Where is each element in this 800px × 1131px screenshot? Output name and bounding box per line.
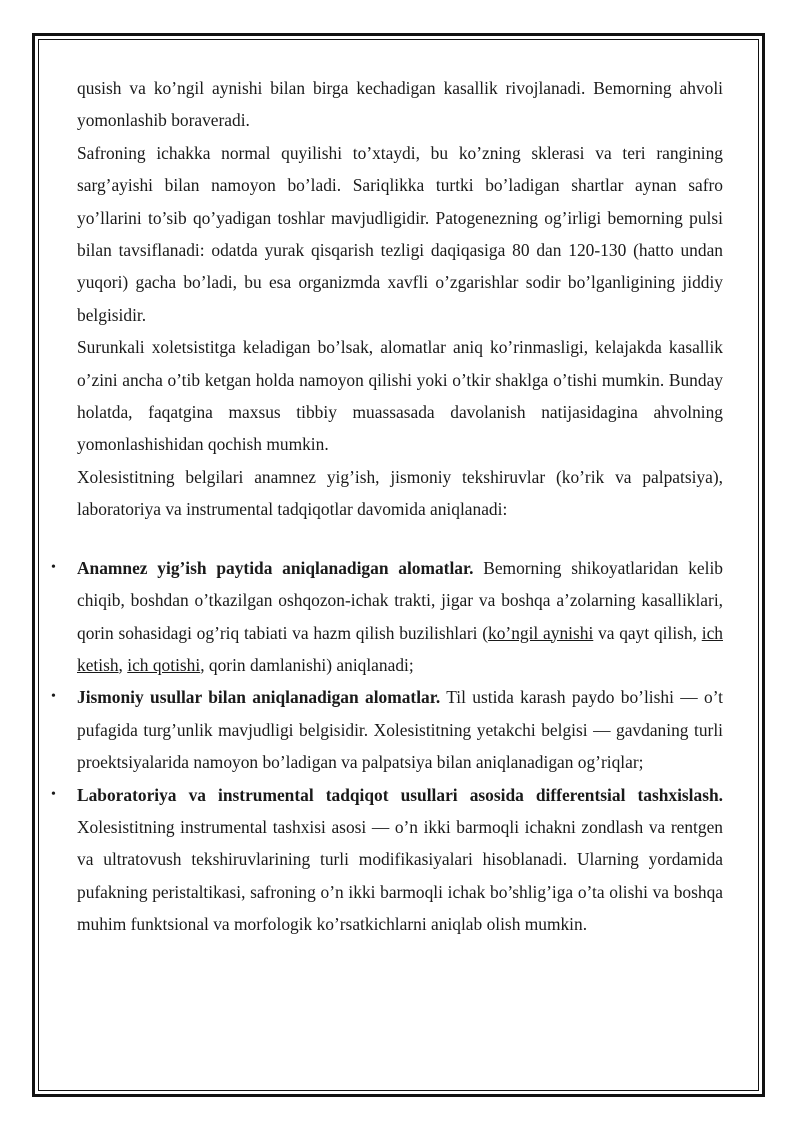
list-item-text: Xolesistitning instrumental tashxisi asosi — o’n ikki barmoqli ichakni zondlash va rentgen va ultratovush tekshiruvlarining turli modifikasiyalari hisoblanadi. Ularning yordamida pufakning peristaltikasi, safroning o’n ikki barmoqli ichak bo’shlig’iga o’ta olishi va boshqa muhim funktsional va morfologik ko’rsatkichlarni aniqlab olish mumkin. — [77, 816, 723, 935]
list-item-text: , — [118, 654, 128, 675]
spacer — [77, 526, 723, 552]
list-item-text: va qayt qilish, — [593, 622, 702, 643]
bullet-icon: • — [51, 559, 56, 575]
symptom-list — [51, 552, 723, 941]
bullet-icon: • — [51, 786, 56, 802]
link-diarrhea[interactable]: ich ketish — [77, 622, 723, 675]
list-item-text: Til ustida karash paydo bo’lishi — o’t pufagida turg’unlik mavjudligi belgisidir. Xolesistitning yetakchi belgisi — gavdaning turli proektsiyalarida namoyon bo’ladigan va palpatsiya bilan aniqlanadigan og’riqlar; — [77, 687, 723, 773]
list-item-anamnesis — [51, 552, 723, 682]
list-item-text: Bemorning shikoyatlaridan kelib chiqib, boshdan o’tkazilgan oshqozon-ichak trakti, jigar va boshqa a’zolarning kasalliklari, qorin sohasidagi og’riq tabiati va hazm qilish buzilishlari ( — [77, 557, 723, 643]
list-item-text: , qorin damlanishi) aniqlanadi; — [200, 654, 414, 675]
list-item-physical — [51, 681, 723, 778]
list-item-heading: Jismoniy usullar bilan aniqlanadigan alomatlar. — [77, 687, 441, 708]
document-body — [51, 72, 723, 941]
link-constipation[interactable]: ich qotishi — [127, 654, 201, 675]
paragraph-4: Xolesistitning belgilari anamnez yig’ish, jismoniy tekshiruvlar (ko’rik va palpatsiya), laboratoriya va instrumental tadqiqotlar davomida aniqlanadi: — [77, 466, 723, 520]
link-nausea[interactable]: ko’ngil aynishi — [488, 622, 594, 643]
paragraph-1: qusish va ko’ngil aynishi bilan birga kechadigan kasallik rivojlanadi. Bemorning ahvoli yomonlashib boraveradi. — [77, 78, 723, 131]
bullet-icon: • — [51, 689, 56, 705]
paragraph-3: Surunkali xoletsistitga keladigan bo’lsak, alomatlar aniq ko’rinmasligi, kelajakda kasallik o’zini ancha o’tib ketgan holda namoyon qilishi yoki o’tkir shaklga o’tishi mumkin. Bunday holatda, faqatgina maxsus tibbiy muassasada davolanish natijasidagina ahvolning yomonlashishidan qochish mumkin. — [77, 337, 723, 455]
list-item-heading: Laboratoriya va instrumental tadqiqot usullari asosida differentsial tashxislash. — [77, 784, 723, 805]
list-item-heading: Anamnez yig’ish paytida aniqlanadigan alomatlar. — [77, 557, 474, 578]
list-item-laboratory — [51, 779, 723, 941]
paragraph-2: Safroning ichakka normal quyilishi to’xtaydi, bu ko’zning sklerasi va teri rangining sarg’ayishi bilan namoyon bo’ladi. Sariqlikka turtki bo’ladigan shartlar aynan safro yo’llarini to’sib qo’yadigan toshlar mavjudligidir. Patogenezning og’irligi bemorning pulsi bilan tavsiflanadi: odatda yurak qisqarish tezligi daqiqasiga 80 dan 120-130 (hatto undan yuqori) gacha bo’ladi, bu esa organizmda xavfli o’zgarishlar sodir bo’lganligining jiddiy belgisidir. — [77, 142, 723, 325]
